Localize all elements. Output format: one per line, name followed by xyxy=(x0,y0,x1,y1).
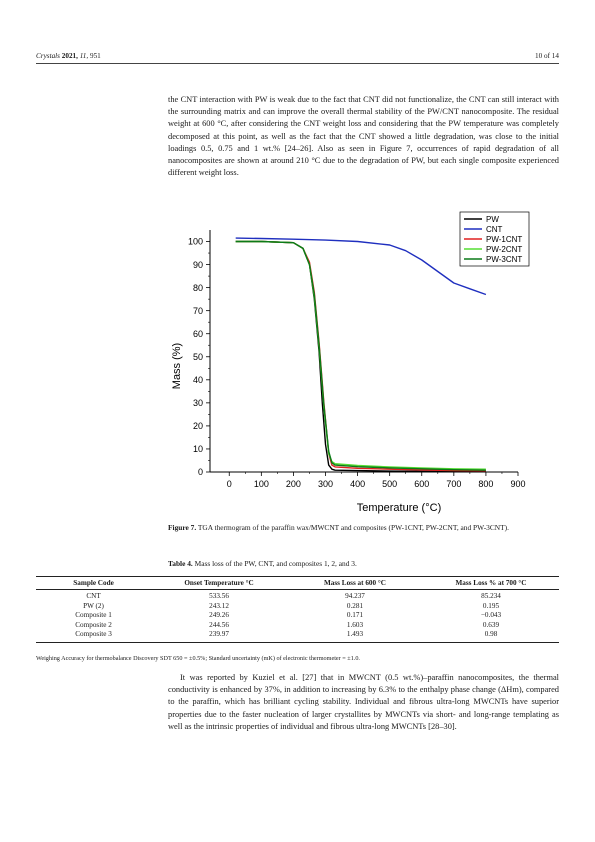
column-header: Mass Loss at 600 °C xyxy=(287,577,423,590)
x-tick-label: 100 xyxy=(253,479,269,489)
legend-label: PW-3CNT xyxy=(486,255,523,264)
table-cell: CNT xyxy=(86,592,101,600)
x-tick-label: 600 xyxy=(414,479,430,489)
closing-paragraph: It was reported by Kuziel et al. [27] that in MWCNT (0.5 wt.%)–paraffin nanocomposites, the thermal conductivity is enhanced by 37%, in addition to increasing by 6.3% to the enthalpy phase change (ΔHm), compared to the paraffin, which has brilliant cycling stability. Individual and fibrous ultra-long MWCNTs have superior properties due to the faster nucleation of larger crystallites by MWCNTs via short- and long-range templating as well as the intrinsic properties of individual and fibrous ultra-long MWCNTs [28–30]. xyxy=(168,673,559,731)
table-cell: 0.639 xyxy=(482,620,500,629)
series-line-pw-2cnt xyxy=(236,242,486,470)
table-cell: 0.98 xyxy=(423,630,559,642)
y-tick-label: 100 xyxy=(187,236,203,247)
chart-legend xyxy=(460,212,529,266)
series-line-pw xyxy=(236,242,486,472)
series-line-pw-3cnt xyxy=(236,242,486,471)
table-cell: Composite 3 xyxy=(36,630,151,642)
series-line-cnt xyxy=(236,238,486,294)
x-tick-label: 400 xyxy=(350,479,366,489)
table-cell: 0.171 xyxy=(346,611,364,620)
legend-label: PW-1CNT xyxy=(486,235,523,244)
figure-caption: Figure 7. TGA thermogram of the paraffin wax/MWCNT and composites (PW-1CNT, PW-2CNT, and PW-3CNT). xyxy=(168,523,509,532)
table-cell: Composite 2 xyxy=(75,620,112,629)
table-cell: 1.493 xyxy=(287,630,423,642)
legend-label: PW-2CNT xyxy=(486,245,523,254)
y-tick-label: 80 xyxy=(192,282,203,293)
table-title: Table 4. Mass loss of the PW, CNT, and composites 1, 2, and 3. xyxy=(168,559,357,568)
column-header: Mass Loss % at 700 °C xyxy=(423,577,559,590)
x-tick-label: 800 xyxy=(478,479,494,489)
table-cell: 249.26 xyxy=(209,611,229,620)
table-cell: 0.195 xyxy=(482,601,500,610)
table-header-row xyxy=(36,577,559,590)
table-cell: 533.56 xyxy=(209,592,229,600)
y-tick-label: 30 xyxy=(192,398,203,409)
x-tick-label: 200 xyxy=(285,479,301,489)
tga-chart xyxy=(168,208,560,518)
y-tick-label: 70 xyxy=(192,305,203,316)
y-tick-label: 10 xyxy=(192,444,203,455)
running-head-citation: Crystals 2021, 11, 951 xyxy=(36,52,101,60)
series-line-pw-1cnt xyxy=(236,242,486,471)
table-cell: 85.234 xyxy=(481,592,501,600)
table-cell: 94.237 xyxy=(345,592,365,600)
table-cell: −0.043 xyxy=(480,611,502,620)
table-cell: 243.12 xyxy=(209,601,229,610)
table-cell: 239.97 xyxy=(151,630,287,642)
table-cell: PW (2) xyxy=(83,601,104,610)
tga-figure xyxy=(168,208,560,518)
y-tick-label: 90 xyxy=(192,259,203,270)
table-cell: 0.281 xyxy=(346,601,364,610)
y-tick-label: 20 xyxy=(192,421,203,432)
x-tick-label: 900 xyxy=(510,479,526,489)
x-tick-label: 700 xyxy=(446,479,462,489)
y-tick-label: 60 xyxy=(192,328,203,339)
table-cell: 1.603 xyxy=(346,620,364,629)
header-rule xyxy=(36,63,559,64)
y-tick-label: 50 xyxy=(192,351,203,362)
chart-series xyxy=(236,238,486,471)
table-cell: Composite 1 xyxy=(75,611,112,620)
x-tick-label: 500 xyxy=(382,479,398,489)
legend-label: PW xyxy=(486,215,499,224)
table-row xyxy=(36,602,559,612)
y-tick-label: 0 xyxy=(197,467,203,478)
table-row xyxy=(36,630,559,642)
column-header: Sample Code xyxy=(36,577,151,590)
mass-loss-table xyxy=(36,576,559,643)
page-number: 10 of 14 xyxy=(535,52,559,60)
table-row xyxy=(36,621,559,631)
y-tick-label: 40 xyxy=(192,375,203,386)
table-cell: 244.56 xyxy=(209,620,229,629)
intro-paragraph: the CNT interaction with PW is weak due to the fact that CNT did not functionalize, the CNT can still interact with the surrounding matrix and can improve the overall thermal stability of the PW/CNT nanocomposite. The residual weight at 600 °C, after considering the CNT weight loss and considering that the PW temperature was completely decomposed at this point, as well as the fact that the CNT showed a little degradation, was close to the initial loadings 0.5, 0.75 and 1 wt.% [24–26]. Also as seen in Figure 7, occurrences of rapid degradation of all nanocomposites are shown at around 210 °C due to the degradation of PW, but each single composite experienced different weight loss. xyxy=(168,95,559,178)
x-tick-label: 0 xyxy=(226,479,232,489)
table-footnote: Weighing Accuracy for thermobalance Discovery SDT 650 = ±0.5%; Standard uncertainty (mK) of electronic thermometer = ±1.0. xyxy=(36,655,360,662)
chart-axes xyxy=(188,230,526,489)
y-axis-label: Mass (%) xyxy=(171,342,183,390)
legend-label: CNT xyxy=(486,225,503,234)
table-row xyxy=(36,611,559,621)
column-header: Onset Temperature °C xyxy=(151,577,287,590)
x-axis-label: Temperature (°C) xyxy=(356,502,442,514)
table-row xyxy=(36,590,559,602)
x-tick-label: 300 xyxy=(317,479,334,489)
